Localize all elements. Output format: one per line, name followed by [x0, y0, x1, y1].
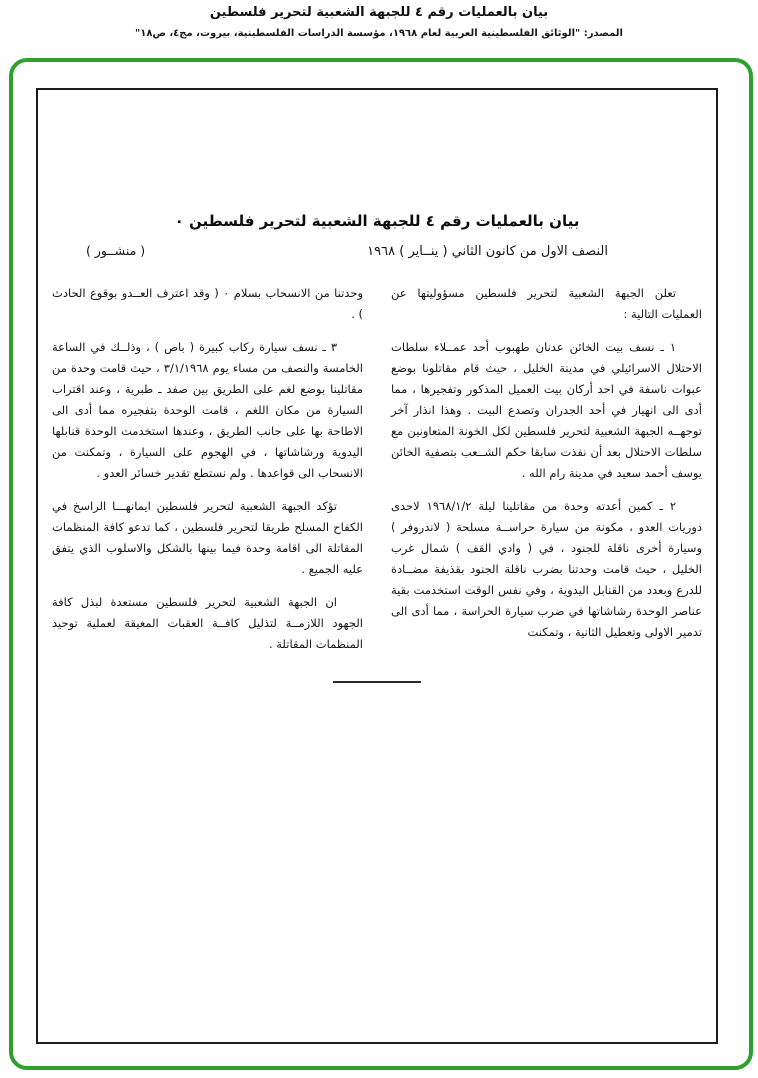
publication-note: ( منشــور )	[86, 243, 146, 258]
end-divider-line	[333, 681, 421, 683]
two-column-body	[38, 283, 716, 667]
paragraph-operation-3: ٣ ـ نسف سيارة ركاب كبيرة ( باص ) ، وذلــك في الساعة الخامسة والنصف من مساء يوم ٣/١/١٩٦٨ ، حيث قامت وحدة من مقاتلينا بوضع لغم على الطريق بين صفد ـ طبرية ، وعند اقتراب السيارة من مكان اللغم ، قامت الوحدة بتفجيره مما أدى الى الاطاحة بها على جانب الطريق ، وعندها استخدمت الوحدة قنابلها اليدوية ورشاشاتها ، في الهجوم على السيارة ، وتمكنت من الانسحاب الى قواعدها . ولم نستطع تقدير خسائر العدو .	[52, 340, 363, 480]
paragraph-operation-2: ٢ ـ كمين أعدته وحدة من مقاتلينا ليلة ١٩٦٨/١/٢ لاحدى دوريات العدو ، مكونة من سيارة حراســة مسلحة ( لاندروفر ) وسيارة أخرى ناقلة للجنود ، في ( وادي القف ) شمال غرب الخليل ، حيث قامت وحدتنا بضرب ناقلة الجنود بقذيفة مضــادة للدرع وبعدد من القنابل اليدوية ، وفي نفس الوقت استخدمت بقية عناصر الوحدة رشاشاتها في ضرب سيارة الحراسة ، مما أدى الى تدمير الاولى وتعطيل الثانية ، وتمكنت	[391, 499, 702, 639]
paragraph-affirmation: تؤكد الجبهة الشعبية لتحرير فلسطين ايمانهـــا الراسخ في الكفاح المسلح طريقا لتحرير فلسطين ، كما تدعو كافة المنظمات المقاتلة الى اقامة وحدة فيما بينها بالشكل والاسلوب الذي يتفق عليه الجميع .	[52, 499, 363, 576]
scanned-document-page	[36, 88, 718, 1044]
paragraph-operation-2-continued: وحدتنا من الانسحاب بسلام ٠ ( وقد اعترف العــدو بوقوع الحادث ) .	[52, 286, 363, 321]
document-title: بيان بالعمليات رقم ٤ للجبهة الشعبية لتحرير فلسطين ٠	[174, 212, 580, 230]
column-left	[52, 283, 363, 667]
paragraph-intro: تعلن الجبهة الشعبية لتحرير فلسطين مسؤوليتها عن العمليات التالية :	[391, 286, 702, 321]
date-row	[38, 243, 716, 259]
paragraph-operation-1: ١ ـ نسف بيت الخائن عدنان طهبوب أحد عمــلاء سلطات الاحتلال الاسرائيلي في مدينة الخليل ، حيث قام مقاتلونا بوضع عبوات ناسفة في احد أركان بيت العميل المذكور وتفجيرها ، مما أدى الى انهيار في أحد الجدران وتصدع البيت . وهذا انذار آخر توجهــه الجبهة الشعبية لتحرير فلسطين لكل الخونة المتعاونين مع سلطات الاحتلال بعد أن نفذت سابقا حكم الشــعب بتصفية الخائن يوسف أحمد سعيد في مدينة رام الله .	[391, 340, 702, 480]
document-date-line: النصف الاول من كانون الثاني ( ينــاير ) ١٩٦٨	[367, 244, 608, 259]
top-header	[0, 5, 758, 39]
column-right	[391, 283, 702, 667]
header-source-line: المصدر: "الوثائق الفلسطينية العربية لعام ١٩٦٨، مؤسسة الدراسات الفلسطينية، بيروت، مج٤، ص١٨"	[135, 28, 623, 39]
paragraph-closing: ان الجبهة الشعبية لتحرير فلسطين مستعدة لبذل كافة الجهود اللازمــة لتذليل كافــة العقبات المعيقة لعملية توحيد المنظمات المقاتلة .	[52, 595, 363, 651]
header-title: بيان بالعمليات رقم ٤ للجبهة الشعبية لتحرير فلسطين	[209, 5, 549, 20]
